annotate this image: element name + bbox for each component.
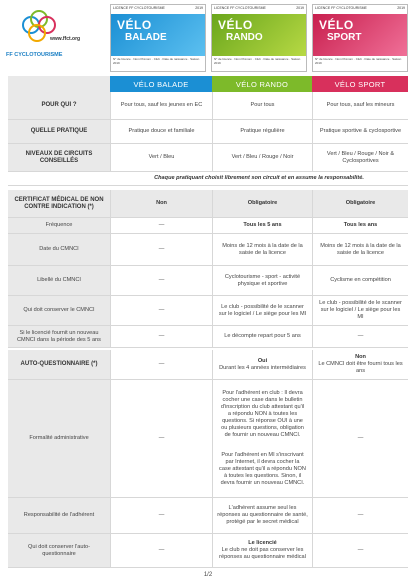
- card-title-1: VÉLO: [218, 18, 253, 32]
- row-conserver-auto: Qui doit conserver l'auto-questionnaire — Le licencié Le club ne doit pas conserver les réponses au questionnaire médical —: [8, 534, 408, 568]
- row-pour-qui: POUR QUI ? Pour tous, sauf les jeunes en EC Pour tous Pour tous, sauf les mineurs: [8, 92, 408, 120]
- card-title-2: RANDO: [226, 32, 263, 43]
- card-year: 2019: [195, 6, 203, 10]
- card-title-1: VÉLO: [117, 18, 152, 32]
- logo-url: www.ffct.org: [50, 36, 81, 42]
- card-image: [212, 14, 306, 56]
- card-footer: N° de licence · Nom Prénom · Club · Date de naissance · Saison 2019: [113, 57, 200, 65]
- row-certificat: CERTIFICAT MÉDICAL DE NON CONTRE INDICATION (*) Non Obligatoire Obligatoire: [8, 190, 408, 218]
- row-note: [8, 172, 408, 186]
- card-title-2: SPORT: [327, 32, 362, 43]
- column-header-row: [8, 76, 408, 92]
- row-renouveau: Si le licencié fournit un nouveau CMNCI dans la période des 5 ans — Le décompte repart pour 5 ans —: [8, 326, 408, 348]
- row-formalite: Formalité administrative — Pour l'adhérent en club : Il devra cocher une case dans le bulletin d'inscription du club attestant qu'il a répondu NON à toutes les questions. Si réponse OUI à une ou plusieurs questions, obligation de fournir un nouveau CMNCI. Pour l'adhérent en MI s'inscrivant par Internet, il devra cocher la case attestant qu'il a répondu NON à toutes les questions. Sinon, il devra fournir un nouveau CMNCI. —: [8, 380, 408, 498]
- row-libelle: Libellé du CMNCI — Cyclotourisme - sport - activité physique et sportive Cyclisme en compétition: [8, 266, 408, 296]
- col-sport: VÉLO SPORT: [312, 76, 408, 92]
- note-text: Chaque pratiquant choisit librement son circuit et en assume la responsabilité.: [154, 175, 364, 181]
- col-rando: VÉLO RANDO: [212, 76, 312, 92]
- card-image: [111, 14, 205, 56]
- row-pratique: QUELLE PRATIQUE Pratique douce et familiale Pratique régulière Pratique sportive & cyclosportive: [8, 120, 408, 144]
- card-year: 2019: [397, 6, 405, 10]
- card-footer: N° de licence · Nom Prénom · Club · Date de naissance · Saison 2019: [214, 57, 301, 65]
- card-title-1: VÉLO: [319, 18, 354, 32]
- card-header: LICENCE FF CYCLOTOURISME: [214, 6, 266, 10]
- card-header: LICENCE FF CYCLOTOURISME: [315, 6, 367, 10]
- card-footer: N° de licence · Nom Prénom · Club · Date de naissance · Saison 2019: [315, 57, 402, 65]
- card-sport: [312, 4, 408, 72]
- card-balade: [110, 4, 206, 72]
- row-niveaux: NIVEAUX DE CIRCUITS CONSEILLÉS Vert / Bleu Vert / Bleu / Rouge / Noir Vert / Bleu / Rouge / Noir & Cyclosportives: [8, 144, 408, 172]
- page-number: 1/2: [203, 572, 213, 578]
- col-balade: VÉLO BALADE: [110, 76, 212, 92]
- card-title-2: BALADE: [125, 32, 167, 43]
- card-header: LICENCE FF CYCLOTOURISME: [113, 6, 165, 10]
- logo-rings-icon: [22, 10, 62, 48]
- card-year: 2019: [296, 6, 304, 10]
- row-conserver: Qui doit conserver le CMNCI — Le club - possibilité de le scanner sur le logiciel / Le siège pour les MI Le club - possibilité de le scanner sur le logiciel / Le siège pour les MI: [8, 296, 408, 326]
- logo-name: FF CYCLOTOURISME: [6, 52, 63, 58]
- card-rando: [211, 4, 307, 72]
- row-auto-questionnaire: AUTO-QUESTIONNAIRE (*) — Oui Durant les 4 années intermédiaires Non Le CMNCI doit être fourni tous les ans: [8, 350, 408, 380]
- ffct-logo: [6, 10, 102, 68]
- row-date-cmnci: Date du CMNCI — Moins de 12 mois à la date de la saisie de la licence Moins de 12 mois à la date de la saisie de la licence: [8, 234, 408, 266]
- card-image: [313, 14, 407, 56]
- row-frequence: Fréquence — Tous les 5 ans Tous les ans: [8, 218, 408, 234]
- row-responsabilite: Responsabilité de l'adhérent — L'adhérent assume seul les réponses au questionnaire de santé, protégé par le secret médical —: [8, 498, 408, 534]
